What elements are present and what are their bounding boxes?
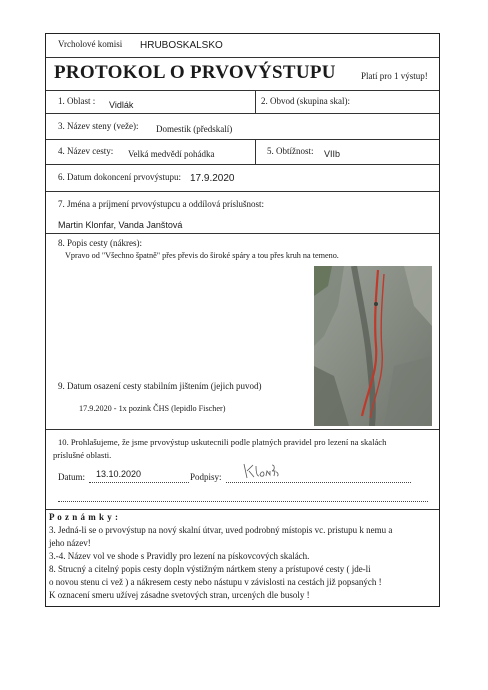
committee-row: [46, 34, 439, 58]
route-photo: [314, 266, 432, 426]
protection-label: 9. Datum osazení cesty stabilním jištením (jejich puvod): [58, 381, 262, 391]
route-row: [46, 139, 439, 165]
row-divider: [255, 139, 256, 164]
area-label: 1. Oblast :: [58, 96, 96, 106]
bottom-dotted-line: [58, 501, 428, 502]
area-value: Vidlák: [109, 100, 134, 110]
title-row: [46, 57, 439, 91]
date-row: [46, 164, 439, 192]
wall-row: [46, 113, 439, 140]
climbers-label: 7. Jména a príjmení prvovýstupcu a oddílová príslušnost:: [58, 199, 264, 209]
route-label: 4. Název cesty:: [58, 146, 114, 156]
notes-heading: P o z n á m k y :: [49, 512, 119, 522]
signature-image: [242, 462, 280, 480]
declaration-date-value: 13.10.2020: [96, 469, 142, 479]
protocol-form: [45, 33, 440, 607]
date-dotted-line: [89, 482, 189, 483]
area-row: [46, 90, 439, 114]
validity-note: Platí pro 1 výstup!: [361, 71, 428, 81]
signature-label: Podpisy:: [190, 472, 222, 482]
declaration-date-label: Datum:: [58, 472, 85, 482]
climbers-value: Martin Klonfar, Vanda Janštová: [58, 220, 183, 230]
page-title: PROTOKOL O PRVOVÝSTUPU: [54, 62, 336, 83]
row-divider: [255, 90, 256, 113]
date-value: 17.9.2020: [190, 173, 235, 184]
declaration-text-line1: 10. Prohlašujeme, že jsme prvovýstup uskutecnili podle platných pravidel pro lezení na skalách: [58, 437, 387, 447]
climbers-row: [46, 191, 439, 234]
declaration-section: [46, 429, 439, 510]
district-label: 2. Obvod (skupina skal):: [261, 96, 350, 106]
description-value: Vpravo od "Všechno špatně" přes převis do široké spáry a tou přes kruh na temeno.: [65, 251, 339, 260]
committee-value: HRUBOSKALSKO: [140, 40, 223, 51]
route-value: Velká medvědí pohádka: [128, 149, 215, 159]
route-photo-image: [314, 266, 432, 426]
note-line: K oznacení smeru užívej zásadne svetových stran, urcených dle busoly !: [49, 590, 310, 600]
note-line: jeho název!: [49, 538, 91, 548]
note-line: o novou stenu ci vež ) a nákresem cesty nebo nástupu v závislosti na cestách již popsaných !: [49, 577, 382, 587]
protection-value: 17.9.2020 - 1x pozink ČHS (lepidlo Fischer): [79, 404, 226, 413]
signature-dotted-line: [226, 482, 411, 483]
note-line: 3. Jedná-li se o prvovýstup na nový skalní útvar, uved podrobný místopis vc. pristupu k nemu a: [49, 525, 393, 535]
grade-value: VIIb: [324, 149, 341, 159]
wall-label: 3. Název steny (veže):: [58, 121, 139, 131]
declaration-text-line2: príslušné oblasti.: [53, 450, 112, 460]
description-label: 8. Popis cesty (nákres):: [58, 238, 142, 248]
grade-label: 5. Obtížnost:: [267, 146, 314, 156]
wall-value: Domestik (předskalí): [156, 124, 233, 134]
committee-label: Vrcholové komisi: [58, 39, 123, 49]
notes-section: [46, 509, 439, 607]
date-label: 6. Datum dokoncení prvovýstupu:: [58, 172, 181, 182]
note-line: 3.-4. Název vol ve shode s Pravidly pro lezení na pískovcových skalách.: [49, 551, 310, 561]
note-line: 8. Strucný a citelný popis cesty dopln výstižným nártkem steny a prístupové cesty ( jde-li: [49, 564, 371, 574]
